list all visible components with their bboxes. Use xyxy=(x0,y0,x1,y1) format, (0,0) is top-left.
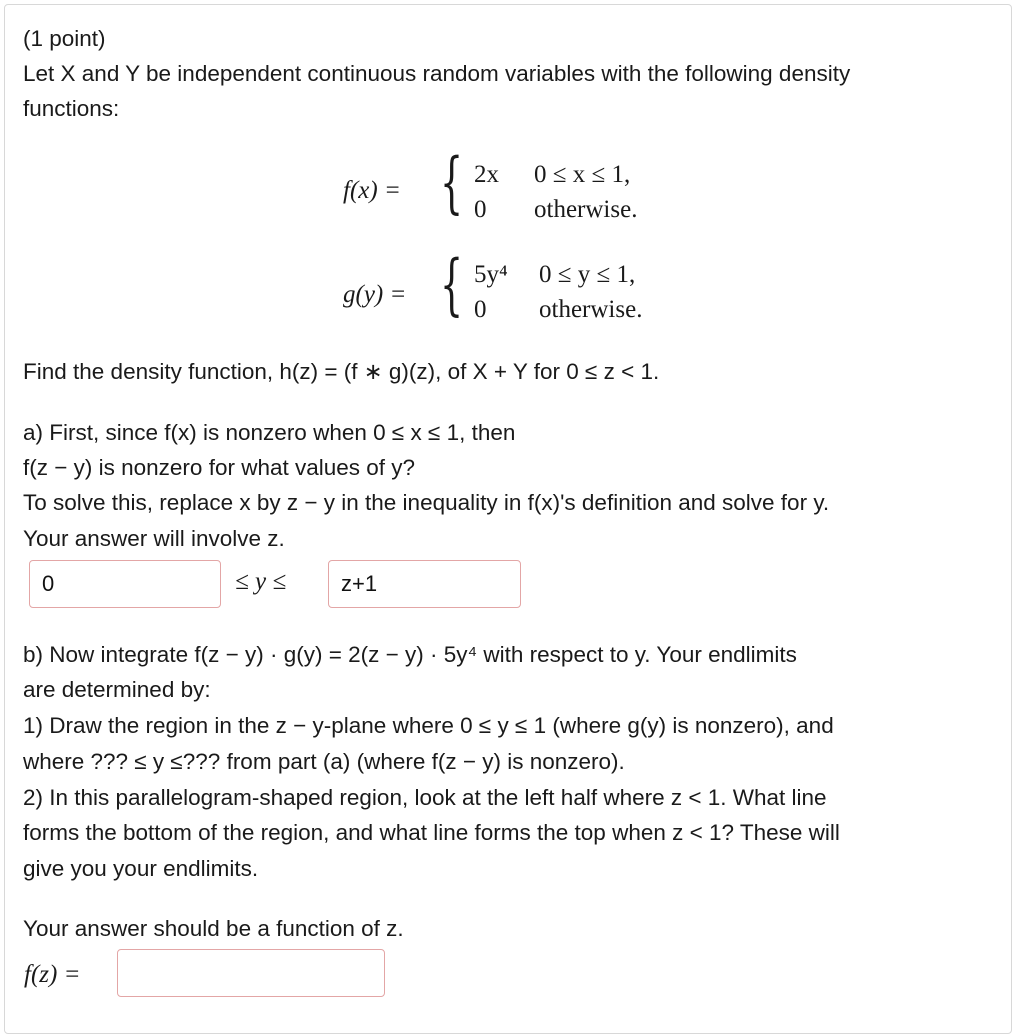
part-b-line2: are determined by: xyxy=(23,677,211,702)
intro-text-2: functions: xyxy=(23,96,120,121)
f-case2-expr: 0 xyxy=(474,196,487,223)
g-lhs: g(y) = xyxy=(343,281,407,308)
lower-bound-input[interactable]: 0 xyxy=(29,560,221,608)
g-case1-expr: 5y⁴ xyxy=(474,261,508,288)
task-text: Find the density function, h(z) = (f ∗ g)(z), of X + Y for 0 ≤ z < 1. xyxy=(23,359,660,384)
part-b-line6: forms the bottom of the region, and what line forms the top when z < 1? These will xyxy=(23,820,840,845)
f-case2-cond: otherwise. xyxy=(534,196,638,223)
function-answer-input[interactable] xyxy=(117,949,385,997)
part-a-line1: a) First, since f(x) is nonzero when 0 ≤ x ≤ 1, then xyxy=(23,420,516,445)
inequality-between: ≤ y ≤ xyxy=(235,568,287,595)
part-b-line7: give you your endlimits. xyxy=(23,856,259,881)
g-case1-cond: 0 ≤ y ≤ 1, xyxy=(539,261,636,288)
upper-bound-input[interactable]: z+1 xyxy=(328,560,521,608)
part-a-line4: Your answer will involve z. xyxy=(23,526,285,551)
f-lhs: f(x) = xyxy=(343,177,401,204)
part-b-line4: where ??? ≤ y ≤??? from part (a) (where f(z − y) is nonzero). xyxy=(23,749,625,774)
part-b-line5: 2) In this parallelogram-shaped region, look at the left half where z < 1. What line xyxy=(23,785,827,810)
g-case2-cond: otherwise. xyxy=(539,296,643,323)
intro-text: Let X and Y be independent continuous random variables with the following density xyxy=(23,61,851,86)
points-label: (1 point) xyxy=(23,26,106,51)
answer-label: f(z) = xyxy=(24,961,81,988)
part-b-line8: Your answer should be a function of z. xyxy=(23,916,404,941)
g-case2-expr: 0 xyxy=(474,296,487,323)
part-a-line3: To solve this, replace x by z − y in the inequality in f(x)'s definition and solve for y. xyxy=(23,490,830,515)
f-brace: { xyxy=(440,144,464,221)
f-case1-cond: 0 ≤ x ≤ 1, xyxy=(534,161,631,188)
part-a-line2: f(z − y) is nonzero for what values of y? xyxy=(23,455,416,480)
f-case1-expr: 2x xyxy=(474,161,499,188)
part-b-line1: b) Now integrate f(z − y) · g(y) = 2(z − y) · 5y⁴ with respect to y. Your endlimits xyxy=(23,642,797,667)
part-b-line3: 1) Draw the region in the z − y-plane where 0 ≤ y ≤ 1 (where g(y) is nonzero), and xyxy=(23,713,834,738)
g-brace: { xyxy=(440,246,464,323)
